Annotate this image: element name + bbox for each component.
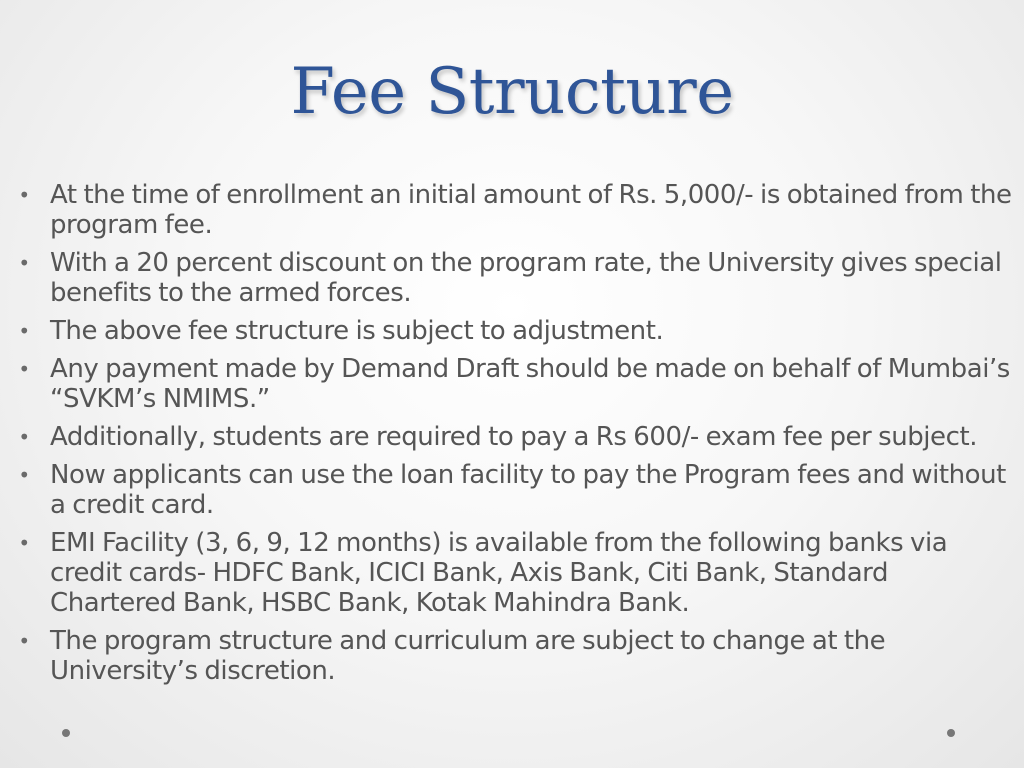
- bullet-item: [14, 460, 1014, 520]
- bullet-dot-icon: •: [18, 183, 30, 207]
- bullet-item: [14, 248, 1014, 308]
- bullet-item: [14, 354, 1014, 414]
- bullet-dot-icon: •: [18, 319, 30, 343]
- bullet-dot-icon: •: [18, 425, 30, 449]
- bullet-dot-icon: •: [18, 629, 30, 653]
- bullet-item: [14, 626, 1014, 686]
- bullet-text: EMI Facility (3, 6, 9, 12 months) is available from the following banks via credit cards- HDFC Bank, ICICI Bank, Axis Bank, Citi Bank, Standard Chartered Bank, HSBC Bank, Kotak Mahindra Bank.: [50, 528, 948, 618]
- bullet-dot-icon: •: [18, 357, 30, 381]
- bullet-item: [14, 528, 1014, 618]
- bullet-text: Now applicants can use the loan facility to pay the Program fees and without a credit card.: [50, 460, 1006, 520]
- slide-title: Fee Structure: [290, 55, 734, 129]
- bullet-dot-icon: •: [18, 531, 30, 555]
- bullet-item: [14, 316, 1014, 346]
- bullet-list: [14, 180, 1014, 694]
- bullet-item: [14, 180, 1014, 240]
- bullet-dot-icon: •: [18, 463, 30, 487]
- bullet-text: Additionally, students are required to pay a Rs 600/- exam fee per subject.: [50, 422, 978, 452]
- footer-dot-icon: [62, 729, 70, 737]
- bullet-item: [14, 422, 1014, 452]
- bullet-text: The program structure and curriculum are subject to change at the University’s discretion.: [50, 626, 886, 686]
- footer-dot-icon: [947, 729, 955, 737]
- bullet-text: With a 20 percent discount on the program rate, the University gives special benefits to the armed forces.: [50, 248, 1002, 308]
- bullet-text: At the time of enrollment an initial amount of Rs. 5,000/- is obtained from the program fee.: [50, 180, 1012, 240]
- bullet-dot-icon: •: [18, 251, 30, 275]
- bullet-text: Any payment made by Demand Draft should be made on behalf of Mumbai’s “SVKM’s NMIMS.”: [50, 354, 1010, 414]
- bullet-text: The above fee structure is subject to adjustment.: [50, 316, 664, 346]
